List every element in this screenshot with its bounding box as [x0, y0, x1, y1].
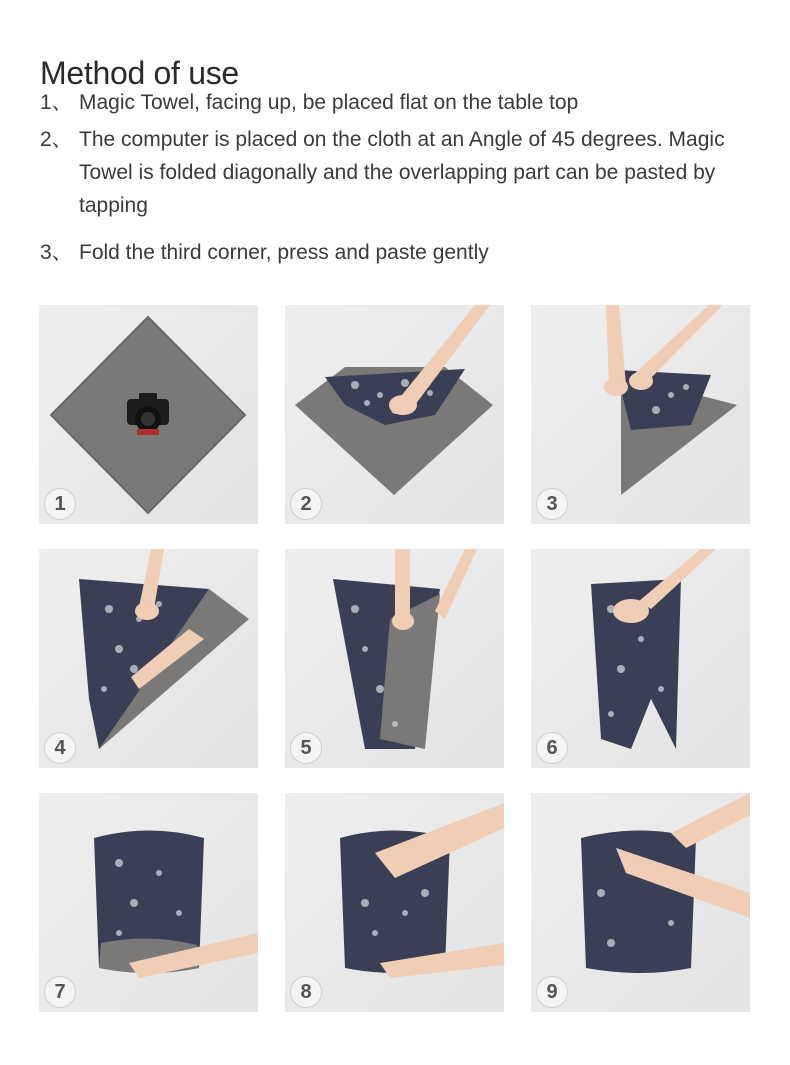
step-photo-7: [39, 793, 258, 1012]
step-number-badge: 2: [290, 488, 322, 520]
wrapped-bundle-illustration: [39, 793, 258, 1012]
step-photo-3: [531, 305, 750, 524]
step-number-badge: 4: [44, 732, 76, 764]
step-photo-2: [285, 305, 504, 524]
step-number-badge: 6: [536, 732, 568, 764]
instruction-list: [40, 86, 760, 273]
step-number: 1、: [40, 91, 73, 114]
step-number-badge: 3: [536, 488, 568, 520]
step-number-badge: 7: [44, 976, 76, 1008]
step-text: Fold the third corner, press and paste gently: [79, 241, 489, 264]
step-number-badge: 8: [290, 976, 322, 1008]
instruction-step-2: [40, 123, 760, 222]
step-photo-9: [531, 793, 750, 1012]
press-bundle-illustration: [285, 793, 504, 1012]
step-number-badge: 1: [44, 488, 76, 520]
step-number-badge: 9: [536, 976, 568, 1008]
step-photo-6: [531, 549, 750, 768]
photo-grid: [39, 305, 750, 1012]
flat-towel-illustration: [39, 305, 258, 524]
step-text: Magic Towel, facing up, be placed flat on the table top: [79, 91, 579, 114]
step-photo-8: [285, 793, 504, 1012]
step-number-badge: 5: [290, 732, 322, 764]
step-number: 3、: [40, 241, 73, 264]
step-text: The computer is placed on the cloth at an Angle of 45 degrees. Magic Towel is folded diagonally and the overlapping part can be pasted by tapping: [79, 128, 725, 217]
instruction-step-1: [40, 86, 760, 119]
step-photo-4: [39, 549, 258, 768]
press-paste-illustration: [531, 549, 750, 768]
step-number: 2、: [40, 128, 73, 151]
instruction-step-3: [40, 236, 760, 269]
step-photo-5: [285, 549, 504, 768]
fold-diagonal-illustration: [39, 549, 258, 768]
fold-third-corner-illustration: [285, 549, 504, 768]
fold-sides-illustration: [531, 305, 750, 524]
fold-corner-illustration: [285, 305, 504, 524]
finished-wrap-illustration: [531, 793, 750, 1012]
step-photo-1: [39, 305, 258, 524]
page-title: Method of use: [40, 55, 239, 92]
